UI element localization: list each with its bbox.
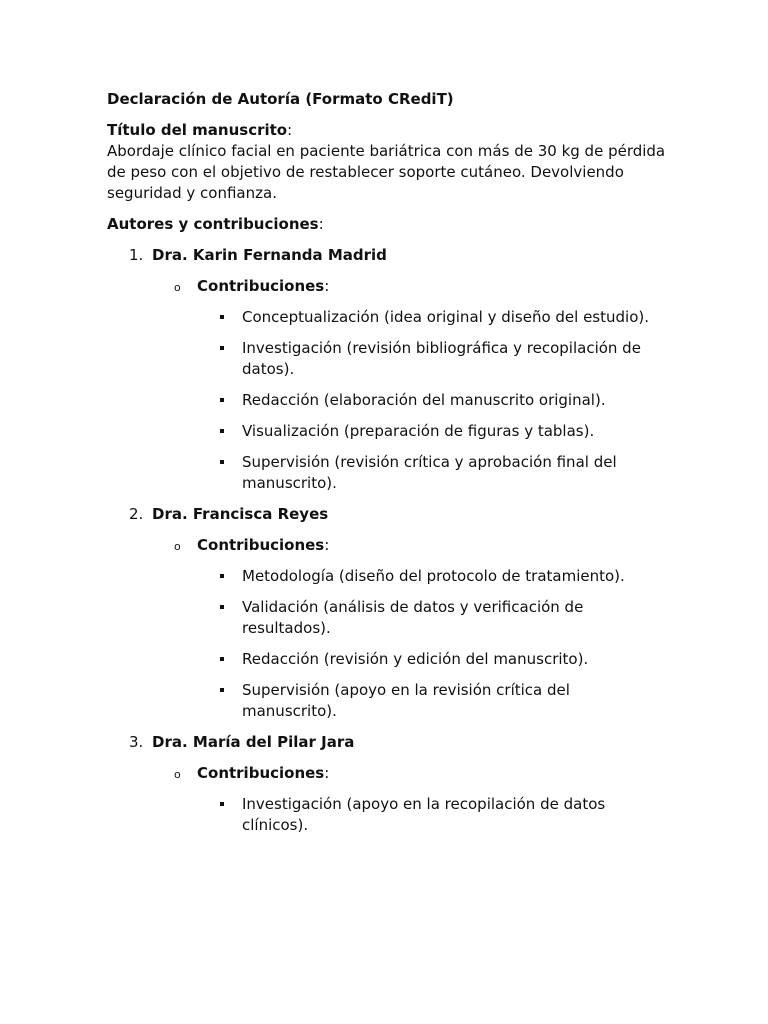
contribution-text: Investigación (apoyo en la recopilación de datos clínicos). (242, 795, 606, 834)
contributions-heading (107, 535, 667, 556)
square-bullet-icon (220, 429, 224, 433)
authors-colon: : (318, 215, 324, 233)
circle-bullet-icon: o (174, 540, 181, 553)
author-entry (107, 504, 667, 525)
square-bullet-icon (220, 657, 224, 661)
contributions-colon: : (324, 277, 330, 295)
contribution-item (107, 421, 667, 442)
contribution-item (107, 680, 667, 722)
contribution-item (107, 597, 667, 639)
circle-bullet-icon: o (174, 768, 181, 781)
contribution-text: Validación (análisis de datos y verificación de resultados). (242, 598, 584, 637)
contribution-text: Supervisión (revisión crítica y aprobación final del manuscrito). (242, 453, 617, 492)
contribution-text: Redacción (revisión y edición del manuscrito). (242, 650, 589, 668)
square-bullet-icon (220, 398, 224, 402)
contribution-item (107, 390, 667, 411)
square-bullet-icon (220, 605, 224, 609)
contribution-item (107, 452, 667, 494)
contributions-colon: : (324, 536, 330, 554)
contributions-label: Contribuciones (197, 764, 325, 782)
author-entry (107, 245, 667, 266)
author-number: 1. (129, 246, 144, 264)
contributions-label: Contribuciones (197, 277, 325, 295)
author-name: Dra. Karin Fernanda Madrid (152, 246, 387, 264)
authors-list (107, 245, 667, 836)
manuscript-colon: : (287, 121, 293, 139)
circle-bullet-icon: o (174, 281, 181, 294)
document-page (107, 89, 667, 846)
author-number: 3. (129, 733, 144, 751)
contributions-heading (107, 763, 667, 784)
contributions-label: Contribuciones (197, 536, 325, 554)
square-bullet-icon (220, 574, 224, 578)
contribution-item (107, 649, 667, 670)
contribution-text: Investigación (revisión bibliográfica y recopilación de datos). (242, 339, 641, 378)
author-number: 2. (129, 505, 144, 523)
document-heading: Declaración de Autoría (Formato CRediT) (107, 90, 454, 108)
contributions-colon: : (324, 764, 330, 782)
authors-label: Autores y contribuciones (107, 215, 319, 233)
contribution-item (107, 338, 667, 380)
author-name: Dra. María del Pilar Jara (152, 733, 355, 751)
square-bullet-icon (220, 688, 224, 692)
square-bullet-icon (220, 346, 224, 350)
author-name: Dra. Francisca Reyes (152, 505, 329, 523)
contribution-text: Visualización (preparación de figuras y tablas). (242, 422, 595, 440)
contribution-text: Conceptualización (idea original y diseño del estudio). (242, 308, 649, 326)
contribution-text: Supervisión (apoyo en la revisión crítica del manuscrito). (242, 681, 570, 720)
contributions-heading (107, 276, 667, 297)
square-bullet-icon (220, 802, 224, 806)
contribution-item (107, 794, 667, 836)
manuscript-title: Abordaje clínico facial en paciente bariátrica con más de 30 kg de pérdida de peso con el objetivo de restablecer soporte cutáneo. Devolviendo seguridad y confianza. (107, 142, 666, 202)
manuscript-label: Título del manuscrito (107, 121, 288, 139)
square-bullet-icon (220, 315, 224, 319)
author-entry (107, 732, 667, 753)
contribution-item (107, 307, 667, 328)
contribution-text: Redacción (elaboración del manuscrito original). (242, 391, 606, 409)
square-bullet-icon (220, 460, 224, 464)
authors-heading (107, 214, 667, 235)
contribution-text: Metodología (diseño del protocolo de tratamiento). (242, 567, 625, 585)
contribution-item (107, 566, 667, 587)
manuscript-title-block (107, 120, 667, 204)
